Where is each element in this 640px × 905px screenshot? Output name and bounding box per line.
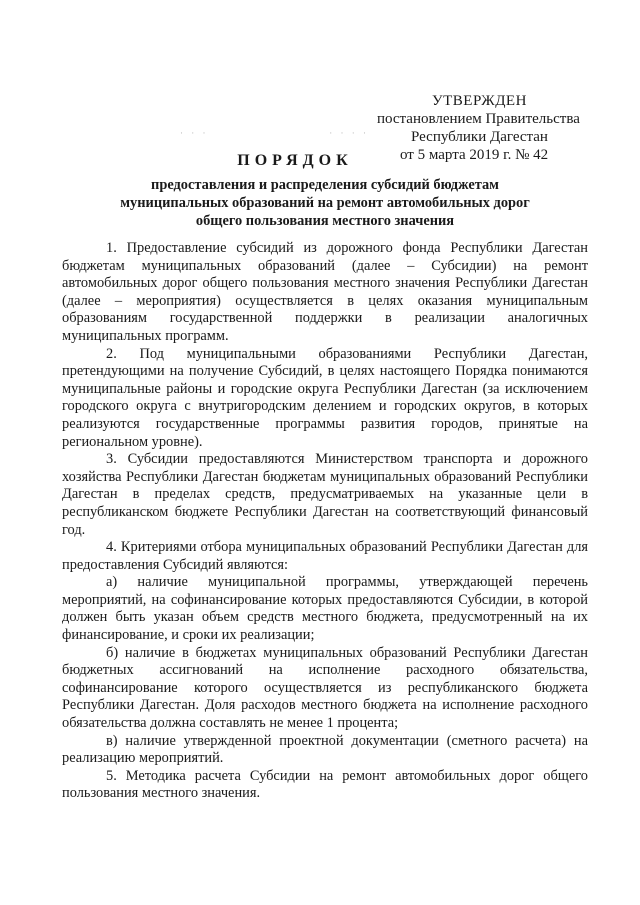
approval-title: УТВЕРЖДЕН	[432, 93, 527, 109]
document-subtitle: предоставления и распределения субсидий бюджетам муниципальных образований на ремонт автомобильных дорог общего пользования местного значения	[120, 177, 530, 229]
approval-decree: постановлением Правительства	[377, 111, 580, 127]
scan-artifact-dots: · · · · · · ·	[180, 128, 369, 138]
paragraph-4a: а) наличие муниципальной программы, утверждающей перечень мероприятий, на софинансирование которых предоставляются Субсидии, в которой должен быть указан объем средств местного бюджета, предусмотренный на их финансирование, и сроки их реализации;	[62, 574, 588, 644]
paragraph-5: 5. Методика расчета Субсидии на ремонт автомобильных дорог общего пользования местного значения.	[62, 767, 588, 802]
paragraph-4c: в) наличие утвержденной проектной документации (сметного расчета) на реализацию мероприятий.	[62, 732, 588, 767]
paragraph-2: 2. Под муниципальными образованиями Республики Дагестан, претендующими на получение Субсидий, в целях настоящего Порядка понимаются муниципальные районы и городские округа Республики Дагестан (за исключением городского округа с внутригородским делением и городских округов, в которых реализуются государственные программы развития городов, принятые на региональном уровне).	[62, 345, 588, 450]
paragraph-3: 3. Субсидии предоставляются Министерством транспорта и дорожного хозяйства Республики Дагестан бюджетам муниципальных образований Республики Дагестан в пределах средств, предусматриваемых на указанные цели в республиканском бюджете Республики Дагестан на соответствующий финансовый год.	[62, 451, 588, 538]
approval-date-number: от 5 марта 2019 г. № 42	[400, 147, 549, 163]
document-body	[62, 240, 588, 803]
paragraph-4b: б) наличие в бюджетах муниципальных образований Республики Дагестан бюджетных ассигнований на исполнение расходного обязательства, софинансирование которого осуществляется из республиканского бюджета Республики Дагестан. Доля расходов местного бюджета на исполнение расходного обязательства должна составлять не менее 1 процента;	[62, 644, 588, 732]
paragraph-1: 1. Предоставление субсидий из дорожного фонда Республики Дагестан бюджетам муниципальных образований (далее – Субсидии) на ремонт автомобильных дорог общего пользования местного значения Республики Дагестан (далее – мероприятия) осуществляется в целях оказания муниципальным образованиям государственной поддержки в реализации аналогичных муниципальных программ.	[62, 240, 588, 344]
document-title: ПОРЯДОК	[237, 152, 353, 169]
approval-republic: Республики Дагестан	[411, 129, 548, 145]
paragraph-4: 4. Критериями отбора муниципальных образований Республики Дагестан для предоставления Субсидий являются:	[62, 539, 588, 573]
